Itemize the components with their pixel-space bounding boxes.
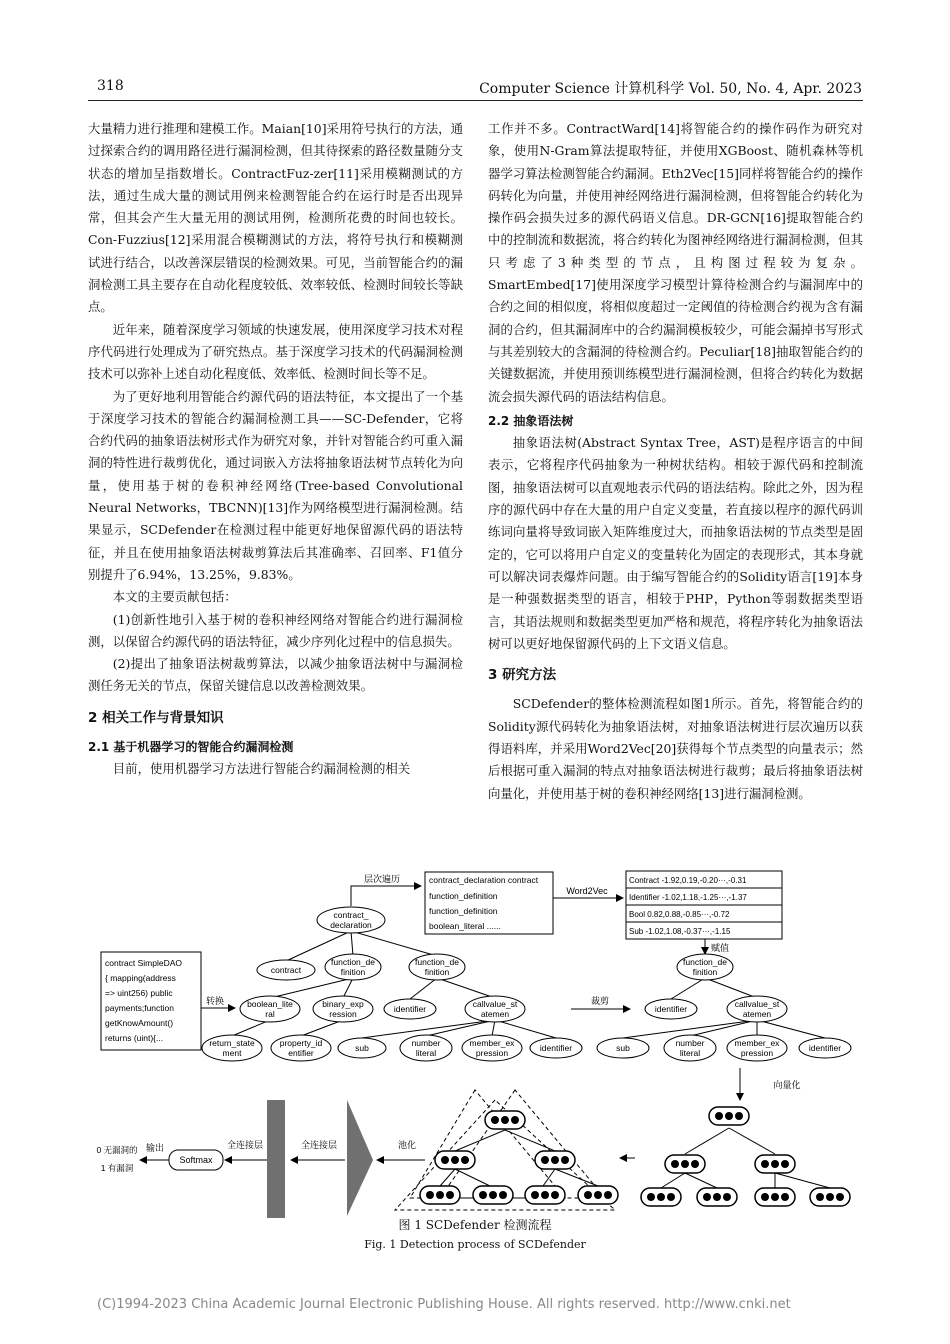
- svg-text:boolean_lite: boolean_lite: [247, 999, 293, 1009]
- svg-text:number: number: [411, 1038, 441, 1048]
- fc-label-2: 全连接层: [226, 1140, 264, 1150]
- journal-header: Computer Science 计算机科学 Vol. 50, No. 4, Apr. 2023: [479, 81, 862, 97]
- subsection-heading: 2.2 抽象语法树: [488, 413, 574, 428]
- right-column: [488, 118, 863, 805]
- paragraph: 目前，使用机器学习方法进行智能合约漏洞检测的相关: [112, 761, 411, 777]
- result-no-vuln: 0 无漏洞的: [96, 1145, 138, 1155]
- pooling-layer: [347, 1100, 373, 1216]
- svg-text:{ mapping(address: { mapping(address: [105, 973, 176, 983]
- svg-text:Identifier -1.02,1.18,-1.25···: Identifier -1.02,1.18,-1.25···,-1.37: [629, 893, 747, 902]
- svg-text:finition: finition: [424, 967, 450, 977]
- svg-text:function_de: function_de: [683, 957, 727, 967]
- figure-caption-en: Fig. 1 Detection process of SCDefender: [364, 1238, 586, 1251]
- svg-text:identifier: identifier: [539, 1043, 573, 1053]
- svg-text:pression: pression: [740, 1048, 774, 1058]
- svg-text:property_id: property_id: [279, 1038, 323, 1048]
- svg-text:Sub -1.02,1.08,-0.37···: Sub -1.02,1.08,-0.37···,-1.15: [629, 927, 731, 936]
- svg-text:declaration: declaration: [330, 920, 372, 930]
- svg-text:ression: ression: [329, 1009, 357, 1019]
- svg-text:ment: ment: [222, 1048, 242, 1058]
- svg-text:entifier: entifier: [288, 1048, 314, 1058]
- footer-copyright: (C)1994-2023 China Academic Journal Electronic Publishing House. All rights reserved. http://www.cnki.net: [97, 1297, 791, 1312]
- ast-edges: [232, 931, 556, 1038]
- svg-text:member_ex: member_ex: [734, 1038, 780, 1048]
- left-column: [88, 118, 463, 781]
- svg-text:pression: pression: [475, 1048, 509, 1058]
- svg-text:return_state: return_state: [209, 1038, 255, 1048]
- paragraph: 本文的主要贡献包括：: [112, 589, 237, 605]
- result-vuln: 1 有漏洞: [100, 1163, 134, 1173]
- svg-text:contract: contract: [270, 965, 302, 975]
- svg-text:boolean_literal ......: boolean_literal ......: [429, 921, 501, 931]
- svg-text:Bool 0.82,0.88,-0.85···,: Bool 0.82,0.88,-0.85···,-0.72: [629, 910, 730, 919]
- prune-label: 裁剪: [590, 996, 610, 1006]
- page-number: 318: [97, 78, 124, 94]
- svg-text:literal: literal: [679, 1048, 701, 1058]
- vector-tree-nodes: [641, 1107, 850, 1206]
- svg-text:function_definition: function_definition: [429, 906, 498, 916]
- svg-text:getKnowAmount(): getKnowAmount(): [105, 1018, 174, 1028]
- svg-text:identifier: identifier: [393, 1004, 427, 1014]
- svg-text:contract SimpleDAO: contract SimpleDAO: [105, 958, 182, 968]
- svg-text:member_ex: member_ex: [469, 1038, 515, 1048]
- svg-text:function_de: function_de: [331, 957, 375, 967]
- paragraph: 大量精力进行推理和建模工作。Maian[10]采用符号执行的方法，通过探索合约的调用路径进行漏洞检测，但其待探索的路径数量随分支状态的增加呈指数增长。ContractFuz-zer[11]采用模糊测试的方法，通过生成大量的测试用例来检测智能合约在运行时是否出现异常，但其会产生大量无用的测试用例，检测所花费的时间也较长。Con-Fuzzius[12]采用混合模糊测试的方法，将符号执行和模糊测试进行结合，以改善深层错误的检测效果。可见，当前智能合约的漏洞检测工具主要存在自动化程度较低、效率较低、检测时间较长等缺点。: [88, 121, 463, 315]
- svg-text:number: number: [675, 1038, 705, 1048]
- vectorize-label: 向量化: [773, 1080, 801, 1090]
- paragraph: 工作并不多。ContractWard[14]将智能合约的操作码作为研究对象，使用N-Gram算法提取特征，并使用XGBoost、随机森林等机器学习算法检测智能合约漏洞。Eth2Vec[15]同样将智能合约的操作码转化为向量，并使用神经网络进行漏洞检测，但将智能合约转化为操作码会损失过多的源代码语义信息。DR-GCN[16]提取智能合约中的控制流和数据流，将合约转化为图神经网络进行漏洞检测，但其只考虑了3种类型的节点，且构图过程较为复杂。SmartEmbed[17]使用深度学习模型计算待检测合约与漏洞库中的合约之间的相似度，将相似度超过一定阈值的待检测合约视为含有漏洞的合约，但其漏洞库中的合约漏洞模板较少，可能会漏掉书写形式与其差别较大的含漏洞的待检测合约。Peculiar[18]抽取智能合约的关键数据流，并使用预训练模型进行漏洞检测，但将合约转化为数据流会损失源代码的语法结构信息。: [488, 121, 863, 404]
- softmax-label: Softmax: [179, 1155, 213, 1165]
- traverse-arrow: [351, 886, 421, 906]
- svg-text:ral: ral: [265, 1009, 275, 1019]
- svg-text:function_de: function_de: [415, 957, 459, 967]
- svg-text:function_definition: function_definition: [429, 891, 498, 901]
- svg-text:identifier: identifier: [808, 1043, 842, 1053]
- svg-text:atemen: atemen: [742, 1009, 772, 1019]
- traverse-label: 层次遍历: [363, 874, 401, 884]
- section-heading: 3 研究方法: [488, 667, 557, 684]
- pool-label: 池化: [397, 1140, 417, 1150]
- svg-text:=> uint256) public: => uint256) public: [105, 988, 173, 998]
- svg-text:binary_exp: binary_exp: [322, 999, 364, 1009]
- svg-text:finition: finition: [340, 967, 366, 977]
- subsection-heading: 2.1 基于机器学习的智能合约漏洞检测: [88, 740, 294, 755]
- svg-text:finition: finition: [692, 967, 718, 977]
- svg-text:sub: sub: [355, 1043, 369, 1053]
- svg-text:callvalue_st: callvalue_st: [472, 999, 518, 1009]
- output-label: 输出: [145, 1143, 165, 1153]
- svg-text:literal: literal: [415, 1048, 437, 1058]
- svg-text:contract_declaration contract: contract_declaration contract: [429, 875, 539, 885]
- conv-tree-nodes: [420, 1111, 618, 1204]
- paragraph: (1)创新性地引入基于树的卷积神经网络对智能合约进行漏洞检测，以保留合约源代码的语法特征，减少序列化过程中的信息损失。: [88, 611, 463, 649]
- header-rule: [88, 100, 863, 101]
- word2vec-label: Word2Vec: [566, 886, 608, 896]
- figure-caption-cn: 图 1 SCDefender 检测流程: [398, 1218, 552, 1232]
- svg-text:sub: sub: [616, 1043, 630, 1053]
- assign-label: 赋值: [710, 943, 730, 953]
- section-heading: 2 相关工作与背景知识: [88, 709, 224, 726]
- svg-text:callvalue_st: callvalue_st: [734, 999, 780, 1009]
- svg-text:atemen: atemen: [480, 1009, 510, 1019]
- paragraph: SCDefender的整体检测流程如图1所示。首先，将智能合约的Solidity源代码转化为抽象语法树，对抽象语法树进行层次遍历以获得语料库，并采用Word2Vec[20]获得每个节点类型的向量表示；然后根据可重入漏洞的特点对抽象语法树进行裁剪；最后将抽象语法树向量化，并使用基于树的卷积神经网络[13]进行漏洞检测。: [488, 696, 863, 801]
- paragraph: 为了更好地利用智能合约源代码的语法特征，本文提出了一个基于深度学习技术的智能合约漏洞检测工具——SC-Defender，它将合约代码的抽象语法树形式作为研究对象，并针对智能合约可重入漏洞的特性进行裁剪优化，通过词嵌入方法将抽象语法树节点转化为向量，使用基于树的卷积神经网络(Tree-based Convolutional Neural Networks，TBCNN)[13]作为网络模型进行漏洞检测。结果显示，SCDefender在检测过程中能更好地保留源代码的语法特征，并且在使用抽象语法树裁剪算法后其准确率、召回率、F1值分别提升了6.94%，13.25%，9.83%。: [88, 388, 463, 582]
- paragraph: (2)提出了抽象语法树裁剪算法，以减少抽象语法树中与漏洞检测任务无关的节点，保留关键信息以改善检测效果。: [88, 656, 463, 694]
- svg-text:Contract -1.92,0.19,-0.20···,: Contract -1.92,0.19,-0.20···,-0.31: [629, 876, 747, 885]
- paragraph: 近年来，随着深度学习领域的快速发展，使用深度学习技术对程序代码进行处理成为了研究热点。基于深度学习技术的代码漏洞检测技术可以弥补上述自动化程度低、效率低、检测时间长等不足。: [88, 321, 463, 382]
- svg-text:payments;function: payments;function: [105, 1003, 174, 1013]
- fc-layer: [267, 1100, 285, 1218]
- svg-text:contract_: contract_: [333, 910, 369, 920]
- svg-text:identifier: identifier: [654, 1004, 688, 1014]
- fc-label-1: 全连接层: [300, 1140, 338, 1150]
- convert-label: 转换: [205, 996, 225, 1006]
- svg-text:returns (uint){...: returns (uint){...: [105, 1033, 164, 1043]
- paragraph: 抽象语法树(Abstract Syntax Tree，AST)是程序语言的中间表示，它将程序代码抽象为一种树状结构。相较于源代码和控制流图，抽象语法树可以直观地表示代码的语法结构。除此之外，因为程序的源代码中存在大量的用户自定义变量，若直接以程序的源代码训练词向量将导致词嵌入矩阵维度过大，而抽象语法树的节点类型是固定的，它可以将用户自定义的变量转化为固定的表现形式，其本身就可以解决词表爆炸问题。由于编写智能合约的Solidity语言[19]本身是一种强数据类型的语言，相较于PHP，Python等弱数据类型语言，其语法规则和数据类型更加严格和规范，将程序转化为抽象语法树可以更好地保留源代码的上下文语义信息。: [488, 435, 863, 651]
